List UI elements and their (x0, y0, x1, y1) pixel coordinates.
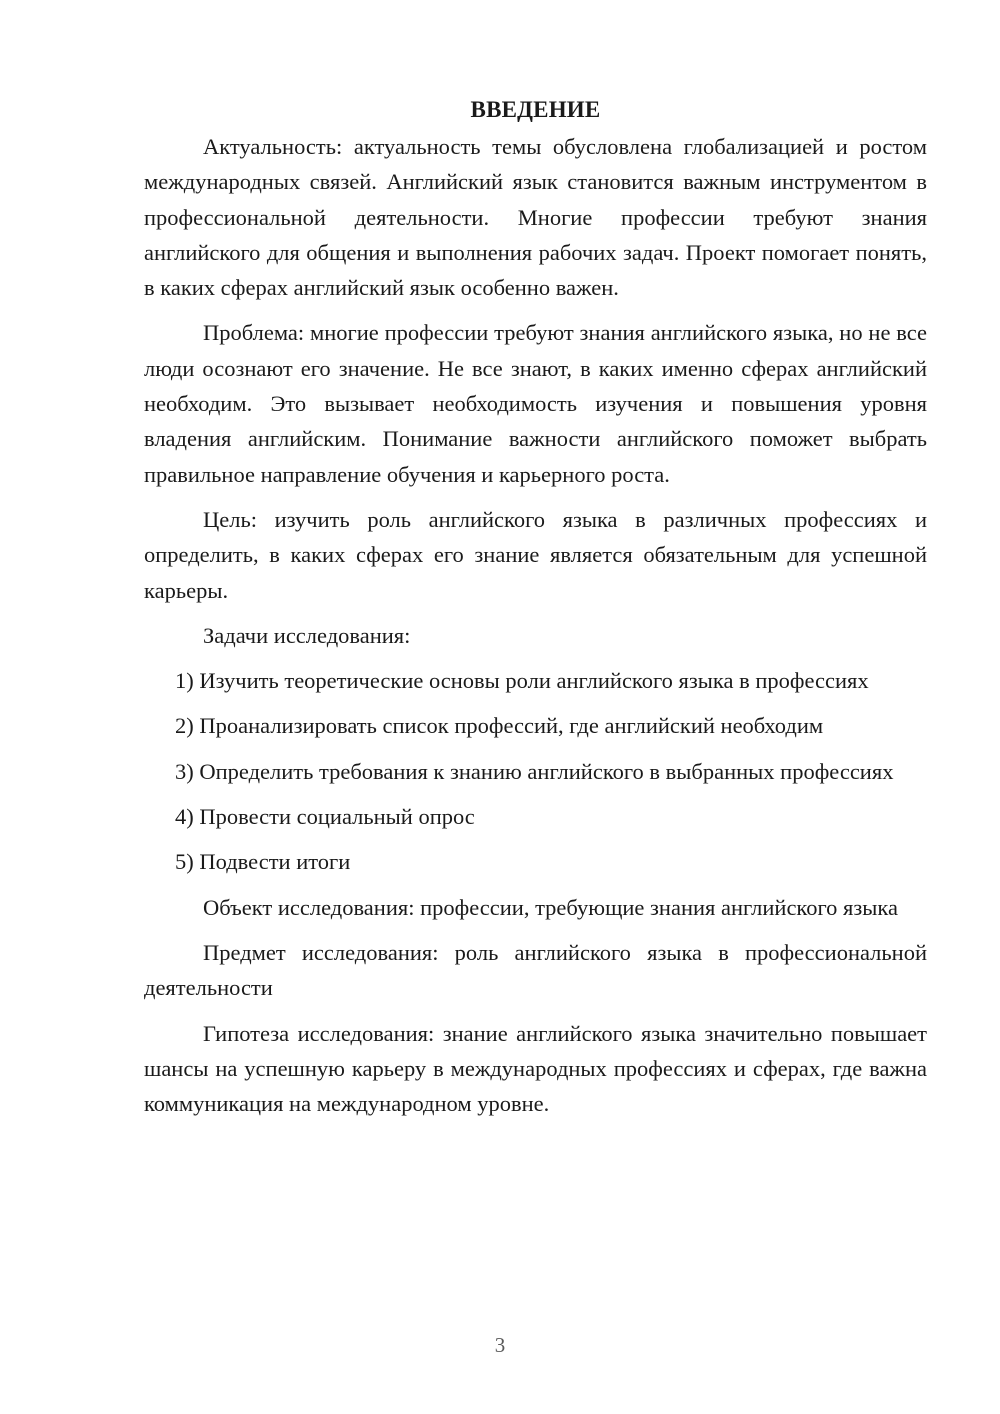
paragraph-problem: Проблема: многие профессии требуют знания английского языка, но не все люди осознают его значение. Не все знают, в каких именно сферах английский необходим. Это вызывает необходимость изучения и повышения уровня владения английским. Понимание важности английского поможет выбрать правильное направление обучения и карьерного роста. (144, 320, 927, 487)
task-list (144, 663, 927, 879)
paragraph-subject: Предмет исследования: роль английского языка в профессиональной деятельности (144, 939, 927, 1001)
paragraph-relevance: Актуальность: актуальность темы обусловлена глобализацией и ростом международных связей. Английский язык становится важным инструментом в профессиональной деятельности. Многие профессии требуют знания английского для общения и выполнения рабочих задач. Проект помогает понять, в каких сферах английский язык особенно важен. (144, 134, 927, 301)
page-number: 3 (494, 1333, 506, 1357)
paragraph-object: Объект исследования: профессии, требующие знания английского языка (203, 894, 898, 920)
paragraph-hypothesis: Гипотеза исследования: знание английского языка значительно повышает шансы на успешную карьеру в международных профессиях и сферах, где важна коммуникация на международном уровне. (144, 1020, 927, 1117)
list-item: 5) Подвести итоги (175, 849, 351, 875)
list-item: 1) Изучить теоретические основы роли английского языка в профессиях (175, 668, 869, 694)
list-item: 4) Провести социальный опрос (175, 804, 475, 830)
paragraph-goal: Цель: изучить роль английского языка в различных профессиях и определить, в каких сферах его знание является обязательным для успешной карьеры. (144, 506, 927, 603)
list-item: 2) Проанализировать список профессий, где английский необходим (175, 713, 824, 739)
list-item: 3) Определить требования к знанию английского в выбранных профессиях (175, 758, 894, 784)
document-page (144, 92, 927, 1131)
section-heading: ВВЕДЕНИЕ (470, 97, 601, 122)
paragraph-tasks-intro: Задачи исследования: (203, 622, 411, 648)
